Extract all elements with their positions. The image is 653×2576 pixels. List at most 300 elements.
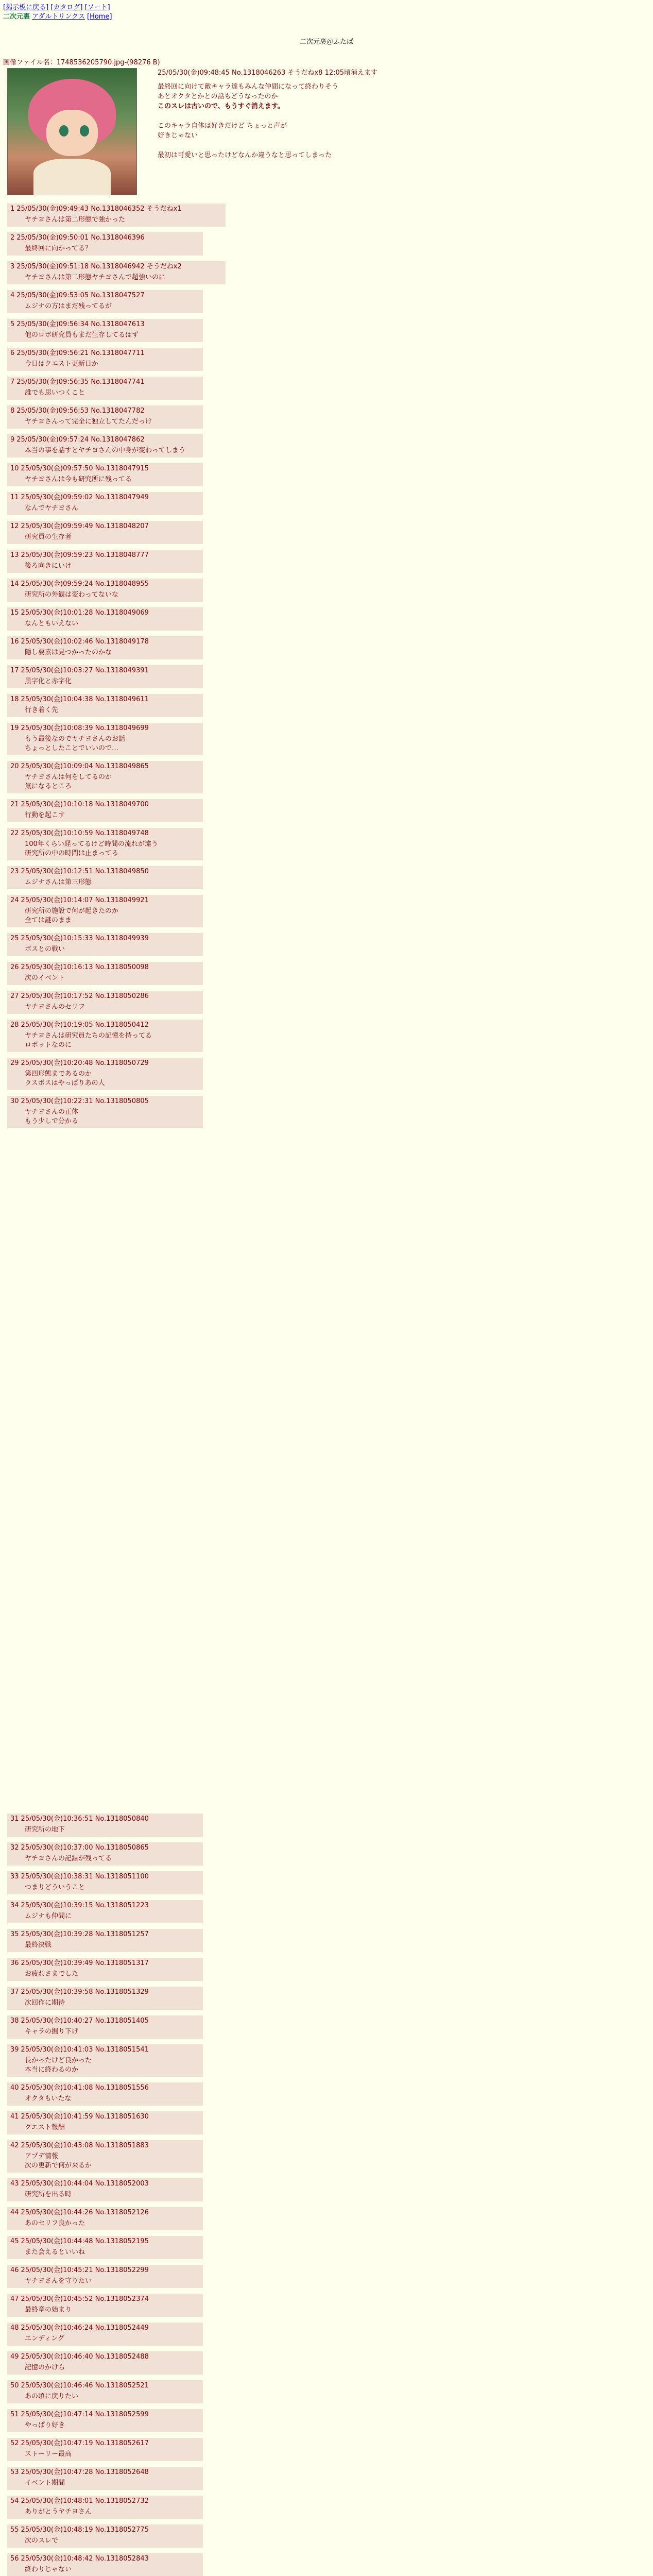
reply-header xyxy=(10,2141,198,2150)
reply-post xyxy=(7,665,203,688)
reply-post xyxy=(7,434,203,457)
reply-header xyxy=(10,493,198,502)
reply-header xyxy=(10,2468,198,2477)
reply-header xyxy=(10,262,220,272)
reply-post xyxy=(7,492,203,515)
reply-number: 24 xyxy=(10,896,19,904)
reply-text-line: 最終決戦 xyxy=(25,1941,52,1949)
reply-header xyxy=(10,637,198,647)
reply-meta[interactable]: 25/05/30(金)09:53:05 No.1318047527 xyxy=(16,292,145,299)
reply-post xyxy=(7,799,203,822)
reply-text-line: 研究員の生存者 xyxy=(25,533,72,541)
reply-meta[interactable]: 25/05/30(金)10:38:31 No.1318051100 xyxy=(21,1873,149,1880)
reply-meta[interactable]: 25/05/30(金)10:45:21 No.1318052299 xyxy=(21,2266,149,2274)
reply-text-line: ストーリー最高 xyxy=(25,2450,72,2458)
op-line: 最初は可愛いと思ったけどなんか違うなと思ってしまった xyxy=(158,151,332,159)
reply-number: 38 xyxy=(10,2017,19,2025)
reply-post xyxy=(7,2438,203,2461)
reply-text-line: お疲れさまでした xyxy=(25,1970,79,1978)
reply-header xyxy=(10,963,198,972)
reply-header xyxy=(10,291,198,300)
reply-text-line: 第四形態まであるのか xyxy=(25,1070,92,1078)
reply-text-line: ヤチヨさんは今も研究所に残ってる xyxy=(25,476,132,483)
reply-number: 3 xyxy=(10,263,15,270)
reply-meta[interactable]: 25/05/30(金)10:44:26 No.1318052126 xyxy=(21,2209,149,2216)
reply-meta[interactable]: 25/05/30(金)10:16:13 No.1318050098 xyxy=(21,963,149,971)
reply-meta[interactable]: 25/05/30(金)09:51:18 No.1318046942 そうだねx2 xyxy=(16,263,182,270)
reply-meta[interactable]: 25/05/30(金)09:57:24 No.1318047862 xyxy=(16,436,145,444)
reply-header xyxy=(10,522,198,531)
reply-meta[interactable]: 25/05/30(金)10:14:07 No.1318049921 xyxy=(21,896,149,904)
reply-text-line: 研究所を出る時 xyxy=(25,2191,72,2198)
reply-number: 48 xyxy=(10,2324,19,2332)
reply-meta[interactable]: 25/05/30(金)10:46:24 No.1318052449 xyxy=(21,2324,149,2332)
reply-post xyxy=(7,377,203,400)
reply-meta[interactable]: 25/05/30(金)09:59:24 No.1318048955 xyxy=(21,580,149,588)
op-line: あとオクタとかとの話もどうなったのか xyxy=(158,93,278,100)
reply-header xyxy=(10,2083,198,2093)
reply-post xyxy=(7,463,203,486)
reply-post xyxy=(7,579,203,602)
reply-header xyxy=(10,2410,198,2419)
reply-text-line: つまりどういうこと xyxy=(25,1884,85,1891)
reply-text-line: ヤチヨさんの正体 xyxy=(25,1108,79,1116)
reply-header xyxy=(10,2112,198,2122)
reply-header xyxy=(10,1815,198,1824)
reply-number: 19 xyxy=(10,724,19,732)
nav-link-catalog[interactable]: [カタログ] xyxy=(50,4,83,11)
reply-text-line: ヤチヨさんは第二形態ヤチヨさんで超強いのに xyxy=(25,274,166,281)
reply-number: 52 xyxy=(10,2439,19,2447)
reply-number: 23 xyxy=(10,868,19,875)
reply-number: 29 xyxy=(10,1059,19,1067)
op-line xyxy=(158,141,621,150)
reply-header xyxy=(10,2208,198,2217)
reply-header xyxy=(10,2016,198,2026)
reply-post xyxy=(7,2265,203,2288)
reply-meta[interactable]: 25/05/30(金)10:41:08 No.1318051556 xyxy=(21,2084,149,2092)
reply-header xyxy=(10,2179,198,2189)
reply-text-line: ヤチヨさんの記録が残ってる xyxy=(25,1855,112,1862)
reply-text-line: ボスとの戦い xyxy=(25,945,65,953)
reply-meta[interactable]: 25/05/30(金)09:56:35 No.1318047741 xyxy=(16,378,145,386)
reply-post xyxy=(7,2140,203,2173)
reply-text-line: 行動を起こす xyxy=(25,811,65,819)
reply-text-line: クエスト報酬 xyxy=(25,2124,65,2131)
reply-post xyxy=(7,723,203,755)
reply-text-line: 本当の事を話すとヤチヨさんの中身が変わってしまう xyxy=(25,447,185,454)
reply-header xyxy=(10,378,198,387)
reply-number: 53 xyxy=(10,2468,19,2476)
reply-number: 30 xyxy=(10,1097,19,1105)
reply-meta[interactable]: 25/05/30(金)10:03:27 No.1318049391 xyxy=(21,667,149,674)
reply-text-line: 100年くらい経ってるけど時間の流れが違う xyxy=(25,840,158,848)
reply-text-line: アプデ情報 xyxy=(25,2153,59,2160)
reply-post xyxy=(7,1929,203,1952)
op-image-filename[interactable]: 画像ファイル名：1748536205790.jpg-(98276 B) xyxy=(3,59,160,66)
reply-number: 36 xyxy=(10,1959,19,1967)
reply-text-line: ちょっとしたことでいいので… xyxy=(25,744,119,752)
reply-number: 14 xyxy=(10,580,19,588)
reply-number: 43 xyxy=(10,2180,19,2188)
reply-post xyxy=(7,232,203,256)
reply-text-line: 全ては謎のまま xyxy=(25,917,72,924)
reply-text-line: また会えるといいね xyxy=(25,2248,85,2256)
reply-header xyxy=(10,762,198,771)
reply-header xyxy=(10,867,198,876)
reply-post xyxy=(7,319,203,342)
reply-post xyxy=(7,2082,203,2106)
reply-post xyxy=(7,405,203,429)
reply-post xyxy=(7,2178,203,2201)
reply-header xyxy=(10,724,198,733)
reply-text-line: なんともいえない xyxy=(25,620,79,628)
reply-number: 31 xyxy=(10,1815,19,1823)
reply-header xyxy=(10,2526,198,2535)
reply-meta[interactable]: 25/05/30(金)09:59:02 No.1318047949 xyxy=(21,494,149,501)
reply-text-line: 他のロボ研究員もまだ生存してるはず xyxy=(25,331,139,339)
reply-text-line: 今日はクエスト更新日か xyxy=(25,360,98,368)
reply-meta[interactable]: 25/05/30(金)10:43:08 No.1318051883 xyxy=(21,2142,149,2149)
reply-meta[interactable]: 25/05/30(金)10:36:51 No.1318050840 xyxy=(21,1815,149,1823)
reply-meta[interactable]: 25/05/30(金)09:56:53 No.1318047782 xyxy=(16,407,145,415)
reply-post xyxy=(7,694,203,717)
reply-header xyxy=(10,2266,198,2275)
reply-post xyxy=(7,1020,203,1052)
reply-header xyxy=(10,2439,198,2448)
reply-meta[interactable]: 25/05/30(金)10:41:59 No.1318051630 xyxy=(21,2113,149,2121)
reply-meta[interactable]: 25/05/30(金)10:46:46 No.1318052521 xyxy=(21,2382,149,2389)
reply-text-line: 研究所の外観は変わってないな xyxy=(25,591,118,599)
reply-text-line: ムジナさんは第三形態 xyxy=(25,878,92,886)
reply-post xyxy=(7,2111,203,2134)
reply-header xyxy=(10,1988,198,1997)
reply-meta[interactable]: 25/05/30(金)10:47:28 No.1318052648 xyxy=(21,2468,149,2476)
reply-meta[interactable]: 25/05/30(金)10:45:52 No.1318052374 xyxy=(21,2295,149,2303)
reply-header xyxy=(10,1843,198,1853)
reply-text-line: ヤチヨさんを守りたい xyxy=(25,2277,92,2285)
reply-post xyxy=(7,290,203,313)
reply-post xyxy=(7,1871,203,1894)
reply-meta[interactable]: 25/05/30(金)10:48:01 No.1318052732 xyxy=(21,2497,149,2505)
reply-header xyxy=(10,934,198,943)
reply-header xyxy=(10,829,198,838)
reply-header xyxy=(10,580,198,589)
reply-number: 6 xyxy=(10,349,15,357)
reply-number: 49 xyxy=(10,2353,19,2361)
reply-meta[interactable]: 25/05/30(金)09:59:49 No.1318048207 xyxy=(21,522,149,530)
nav-link-home[interactable]: [Home] xyxy=(87,13,112,21)
reply-header xyxy=(10,233,198,243)
reply-number: 46 xyxy=(10,2266,19,2274)
reply-number: 5 xyxy=(10,320,15,328)
reply-number: 12 xyxy=(10,522,19,530)
reply-text-line: オクタもいたな xyxy=(25,2095,72,2103)
reply-number: 42 xyxy=(10,2142,19,2149)
reply-number: 17 xyxy=(10,667,19,674)
op-line: 好きじゃない xyxy=(158,132,198,140)
reply-meta[interactable]: 25/05/30(金)10:15:33 No.1318049939 xyxy=(21,935,149,942)
reply-text-line: 次の更新で何が来るか xyxy=(25,2162,92,2170)
reply-text-line: ロボットなのに xyxy=(25,1041,72,1049)
reply-text-line: 次のスレで xyxy=(25,2537,59,2545)
reply-post xyxy=(7,1814,203,1837)
reply-header xyxy=(10,1059,198,1068)
reply-number: 25 xyxy=(10,935,19,942)
reply-post xyxy=(7,2294,203,2317)
reply-text-line: もう少しで分かる xyxy=(25,1117,79,1125)
reply-meta[interactable]: 25/05/30(金)10:20:48 No.1318050729 xyxy=(21,1059,149,1067)
reply-header xyxy=(10,666,198,675)
reply-text-line: 記憶のかけら xyxy=(25,2364,65,2371)
reply-header xyxy=(10,205,220,214)
reply-number: 47 xyxy=(10,2295,19,2303)
reply-post xyxy=(7,2467,203,2490)
reply-number: 32 xyxy=(10,1844,19,1852)
reply-header xyxy=(10,320,198,329)
reply-number: 7 xyxy=(10,378,15,386)
reply-text-line: 終わりじゃない xyxy=(25,2566,72,2573)
reply-number: 50 xyxy=(10,2382,19,2389)
reply-meta[interactable]: 25/05/30(金)10:47:14 No.1318052599 xyxy=(21,2411,149,2418)
page-title: 二次元裏＠ふたば xyxy=(299,38,353,46)
reply-post xyxy=(7,828,203,860)
reply-header xyxy=(10,349,198,358)
nav-link-sort[interactable]: [ソート] xyxy=(84,4,110,11)
reply-header xyxy=(10,435,198,445)
reply-number: 20 xyxy=(10,762,19,770)
reply-meta[interactable]: 25/05/30(金)09:59:23 No.1318048777 xyxy=(21,551,149,559)
reply-number: 35 xyxy=(10,1930,19,1938)
reply-text-line: あの頃に戻りたい xyxy=(25,2393,79,2400)
reply-number: 27 xyxy=(10,992,19,1000)
reply-header xyxy=(10,1959,198,1968)
reply-text-line: 黒字化と赤字化 xyxy=(25,677,72,685)
reply-number: 13 xyxy=(10,551,19,559)
reply-post xyxy=(7,1987,203,2010)
reply-number: 54 xyxy=(10,2497,19,2505)
reply-header xyxy=(10,1021,198,1030)
reply-post xyxy=(7,895,203,927)
reply-meta[interactable]: 25/05/30(金)10:08:39 No.1318049699 xyxy=(21,724,149,732)
reply-meta[interactable]: 25/05/30(金)10:39:49 No.1318051317 xyxy=(21,1959,149,1967)
reply-meta[interactable]: 25/05/30(金)10:10:59 No.1318049748 xyxy=(21,829,149,837)
reply-text-line: 研究所の施設で何が起きたのか xyxy=(25,907,119,915)
reply-post xyxy=(7,991,203,1014)
reply-meta[interactable]: 25/05/30(金)10:02:46 No.1318049178 xyxy=(21,638,149,646)
reply-meta[interactable]: 25/05/30(金)10:39:58 No.1318051329 xyxy=(21,1988,149,1996)
reply-meta[interactable]: 25/05/30(金)09:56:21 No.1318047711 xyxy=(16,349,145,357)
reply-meta[interactable]: 25/05/30(金)09:49:43 No.1318046352 そうだねx1 xyxy=(16,205,182,213)
reply-header xyxy=(10,1097,198,1106)
reply-post xyxy=(7,2351,203,2375)
op-line: 最終回に向けて敵キャラ達もみんな仲間になって終わりそう xyxy=(158,83,339,91)
op-message xyxy=(158,82,621,160)
reply-number: 37 xyxy=(10,1988,19,1996)
reply-meta[interactable]: 25/05/30(金)09:50:01 No.1318046396 xyxy=(16,234,145,242)
reply-header xyxy=(10,1872,198,1882)
reply-post xyxy=(7,261,226,284)
reply-number: 41 xyxy=(10,2113,19,2121)
reply-meta[interactable]: 25/05/30(金)10:44:48 No.1318052195 xyxy=(21,2238,149,2245)
reply-meta[interactable]: 25/05/30(金)10:41:03 No.1318051541 xyxy=(21,2046,149,2054)
reply-text-line: ムジナの方はまだ残ってるが xyxy=(25,302,112,310)
reply-number: 1 xyxy=(10,205,15,213)
reply-text-line: ヤチヨさんは第二形態で強かった xyxy=(25,216,126,224)
reply-text-line: 気になるところ xyxy=(25,783,72,790)
reply-header xyxy=(10,406,198,416)
reply-text-line: 本当に終わるのか xyxy=(25,2066,79,2074)
reply-text-line: 研究所の地下 xyxy=(25,1826,65,1834)
reply-meta[interactable]: 25/05/30(金)10:10:18 No.1318049700 xyxy=(21,801,149,808)
reply-number: 45 xyxy=(10,2238,19,2245)
reply-header xyxy=(10,464,198,473)
reply-meta[interactable]: 25/05/30(金)10:22:31 No.1318050805 xyxy=(21,1097,149,1105)
top-navigation xyxy=(3,3,112,22)
reply-meta[interactable]: 25/05/30(金)10:46:40 No.1318052488 xyxy=(21,2353,149,2361)
nav-link-back[interactable]: [掲示板に戻る] xyxy=(3,4,49,11)
reply-meta[interactable]: 25/05/30(金)10:40:27 No.1318051405 xyxy=(21,2017,149,2025)
board-name: 二次元裏 xyxy=(3,13,30,21)
reply-post xyxy=(7,2015,203,2039)
reply-meta[interactable]: 25/05/30(金)10:47:19 No.1318052617 xyxy=(21,2439,149,2447)
reply-meta[interactable]: 25/05/30(金)10:39:28 No.1318051257 xyxy=(21,1930,149,1938)
reply-post xyxy=(7,2044,203,2077)
reply-meta[interactable]: 25/05/30(金)10:39:15 No.1318051223 xyxy=(21,1902,149,1909)
reply-post xyxy=(7,204,226,227)
reply-text-line: 次回作に期待 xyxy=(25,1999,65,2007)
reply-post xyxy=(7,2236,203,2259)
reply-number: 2 xyxy=(10,234,15,242)
reply-post xyxy=(7,521,203,544)
reply-post xyxy=(7,933,203,956)
original-post xyxy=(3,57,647,159)
reply-number: 44 xyxy=(10,2209,19,2216)
reply-number: 28 xyxy=(10,1021,19,1029)
reply-text-line: ヤチヨさんのセリフ xyxy=(25,1003,85,1011)
reply-header xyxy=(10,2381,198,2391)
reply-number: 15 xyxy=(10,609,19,617)
reply-number: 33 xyxy=(10,1873,19,1880)
reply-post xyxy=(7,636,203,659)
reply-number: 51 xyxy=(10,2411,19,2418)
reply-text-line: 行き着く先 xyxy=(25,706,59,714)
reply-text-line: ありがとうヤチヨさん xyxy=(25,2508,92,2516)
reply-number: 39 xyxy=(10,2046,19,2054)
reply-meta[interactable]: 25/05/30(金)09:57:50 No.1318047915 xyxy=(21,465,149,472)
reply-number: 56 xyxy=(10,2555,19,2563)
reply-number: 40 xyxy=(10,2084,19,2092)
reply-meta[interactable]: 25/05/30(金)10:19:05 No.1318050412 xyxy=(21,1021,149,1029)
reply-post xyxy=(7,2524,203,2548)
reply-text-line: あのセリフ良かった xyxy=(25,2219,85,2227)
reply-header xyxy=(10,2352,198,2362)
reply-meta[interactable]: 25/05/30(金)09:56:34 No.1318047613 xyxy=(16,320,145,328)
reply-number: 55 xyxy=(10,2526,19,2534)
reply-number: 18 xyxy=(10,696,19,703)
reply-text-line: ヤチヨさんって完全に独立してたんだっけ xyxy=(25,418,152,426)
reply-text-line: もう最後なのでヤチヨさんのお話 xyxy=(25,735,126,743)
reply-header xyxy=(10,2497,198,2506)
reply-text-line: イベント期間 xyxy=(25,2479,65,2487)
reply-post xyxy=(7,607,203,631)
reply-header xyxy=(10,2295,198,2304)
reply-text-line: ラスボスはやっぱりあの人 xyxy=(25,1079,105,1087)
reply-post xyxy=(7,1096,203,1128)
reply-text-line: ヤチヨさんは何をしてるのか xyxy=(25,773,112,781)
reply-meta[interactable]: 25/05/30(金)10:12:51 No.1318049850 xyxy=(21,868,149,875)
reply-number: 26 xyxy=(10,963,19,971)
reply-number: 21 xyxy=(10,801,19,808)
op-line: このスレは古いので、もうすぐ消えます。 xyxy=(158,103,284,110)
reply-post xyxy=(7,2553,203,2576)
op-thumbnail[interactable] xyxy=(7,68,137,195)
reply-post xyxy=(7,1058,203,1090)
reply-text-line: 後ろ向きにいけ xyxy=(25,562,72,570)
reply-header xyxy=(10,896,198,905)
nav-link-adult[interactable]: アダルトリンクス xyxy=(32,13,85,21)
reply-header xyxy=(10,695,198,704)
reply-header xyxy=(10,2554,198,2564)
reply-meta[interactable]: 25/05/30(金)10:17:52 No.1318050286 xyxy=(21,992,149,1000)
op-header: 25/05/30(金)09:48:45 No.1318046263 そうだねx8 12:05頃消えます xyxy=(158,69,378,77)
reply-meta[interactable]: 25/05/30(金)10:04:38 No.1318049611 xyxy=(21,696,149,703)
reply-header xyxy=(10,2324,198,2333)
reply-text-line: キャラの掘り下げ xyxy=(25,2028,79,2036)
reply-text-line: 誰でも思いつくこと xyxy=(25,389,85,397)
op-line xyxy=(158,111,621,121)
op-line: このキャラ自体は好きだけど ちょっと声が xyxy=(158,122,287,130)
reply-number: 10 xyxy=(10,465,19,472)
reply-post xyxy=(7,348,203,371)
reply-meta[interactable]: 25/05/30(金)10:48:19 No.1318052775 xyxy=(21,2526,149,2534)
reply-header xyxy=(10,2237,198,2246)
reply-number: 34 xyxy=(10,1902,19,1909)
reply-header xyxy=(10,608,198,618)
reply-post xyxy=(7,1900,203,1923)
reply-text-line: 長かったけど良かった xyxy=(25,2057,92,2064)
reply-meta[interactable]: 25/05/30(金)10:37:00 No.1318050865 xyxy=(21,1844,149,1852)
reply-post xyxy=(7,1842,203,1866)
reply-text-line: 次のイベント xyxy=(25,974,65,982)
reply-text-line: なんでヤチヨさん xyxy=(25,504,79,512)
reply-number: 9 xyxy=(10,436,15,444)
reply-post xyxy=(7,550,203,573)
reply-header xyxy=(10,551,198,560)
reply-text-line: 最終回に向かってる？ xyxy=(25,245,92,252)
reply-text-line: ムジナも仲間に xyxy=(25,1912,72,1920)
reply-post xyxy=(7,866,203,889)
reply-post xyxy=(7,2496,203,2519)
reply-post xyxy=(7,1958,203,1981)
reply-header xyxy=(10,992,198,1001)
reply-post xyxy=(7,2409,203,2432)
reply-post xyxy=(7,2207,203,2230)
reply-text-line: エンディング xyxy=(25,2335,64,2343)
reply-meta[interactable]: 25/05/30(金)10:44:04 No.1318052003 xyxy=(21,2180,149,2188)
reply-number: 4 xyxy=(10,292,15,299)
reply-meta[interactable]: 25/05/30(金)10:48:42 No.1318052843 xyxy=(21,2555,149,2563)
reply-post xyxy=(7,962,203,985)
reply-number: 16 xyxy=(10,638,19,646)
reply-meta[interactable]: 25/05/30(金)10:01:28 No.1318049069 xyxy=(21,609,149,617)
reply-meta[interactable]: 25/05/30(金)10:09:04 No.1318049865 xyxy=(21,762,149,770)
reply-text-line: やっぱり好き xyxy=(25,2421,65,2429)
reply-header xyxy=(10,800,198,809)
reply-post xyxy=(7,2323,203,2346)
reply-text-line: 研究所の中の時間は止まってる xyxy=(25,850,119,857)
reply-header xyxy=(10,1930,198,1939)
